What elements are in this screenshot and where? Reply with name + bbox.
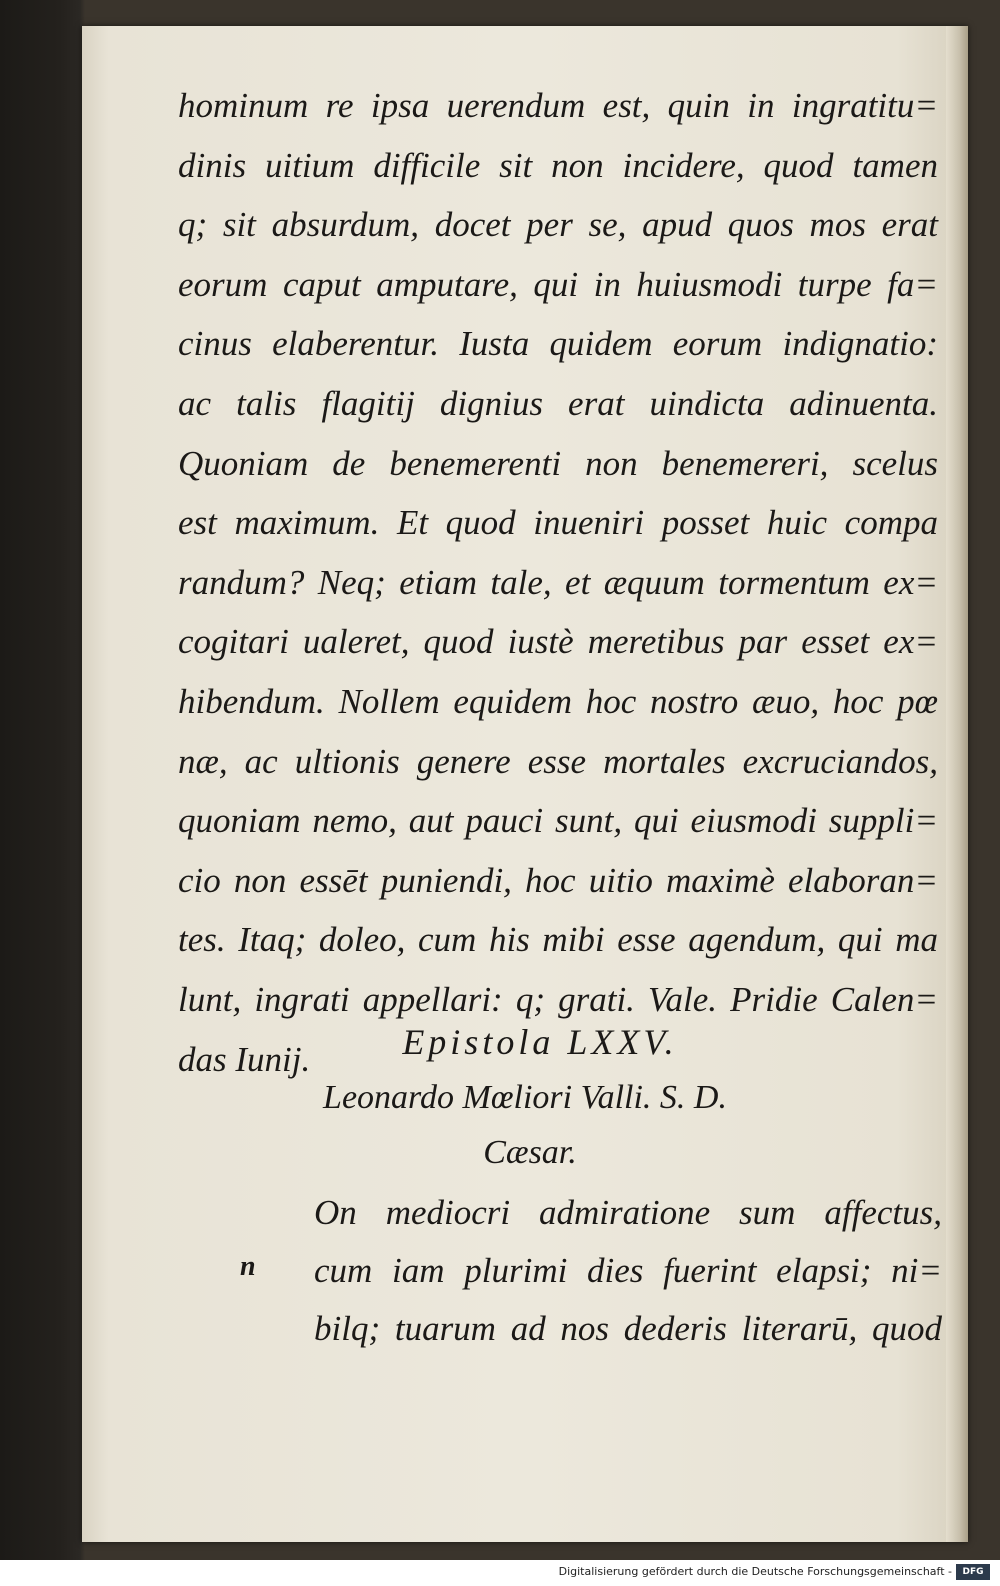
text-line: hibendum. Nollem equidem hoc nostro æuo, hoc pœ bbox=[178, 681, 938, 721]
text-line: lunt, ingrati appellari: q; grati. Vale. Pridie Calen= bbox=[178, 979, 938, 1019]
drop-initial-letter: n bbox=[240, 1251, 256, 1282]
dfg-logo: DFG bbox=[956, 1564, 990, 1580]
text-line: Quoniam de benemerenti non benemereri, scelus bbox=[178, 443, 938, 483]
book-page bbox=[82, 26, 968, 1542]
text-line: hominum re ipsa uerendum est, quin in ingratitu= bbox=[178, 86, 938, 125]
text-line: cinus elaberentur. Iusta quidem eorum indignatio: bbox=[178, 324, 938, 364]
text-line: næ, ac ultionis genere esse mortales excruciandos, bbox=[178, 741, 938, 781]
text-line: est maximum. Et quod inueniri posset huic compa bbox=[178, 503, 938, 543]
footer-credit: Digitalisierung gefördert durch die Deutsche Forschungsgemeinschaft - bbox=[558, 1565, 952, 1578]
page-edge bbox=[946, 26, 968, 1542]
salutation: Leonardo Mœliori Valli. S. D. bbox=[323, 1079, 727, 1116]
text-line: dinis uitium difficile sit non incidere, quod tamen bbox=[178, 145, 938, 185]
epistle-heading: Epistola LXXV. bbox=[402, 1022, 678, 1062]
letter-line: On mediocri admiratione sum affectus, bbox=[314, 1193, 942, 1232]
text-line: das Iunij. bbox=[178, 1039, 311, 1079]
text-line: ac talis flagitij dignius erat uindicta adinuenta. bbox=[178, 383, 938, 423]
letter-text bbox=[314, 1184, 942, 1358]
text-line: q; sit absurdum, docet per se, apud quos mos erat bbox=[178, 205, 938, 245]
letter-line: cum iam plurimi dies fuerint elapsi; ni= bbox=[314, 1251, 942, 1290]
letter-line: bilq; tuarum ad nos dederis literarū, quod bbox=[314, 1309, 942, 1348]
footer-bar bbox=[0, 1560, 1000, 1586]
text-line: cogitari ualeret, quod iustè meretibus par esset ex= bbox=[178, 622, 938, 662]
body-text bbox=[178, 76, 938, 1089]
text-line: quoniam nemo, aut pauci sunt, qui eiusmodi suppli= bbox=[178, 801, 938, 841]
sender-name: Cæsar. bbox=[483, 1134, 577, 1171]
text-line: cio non essēt puniendi, hoc uitio maximè elaboran= bbox=[178, 860, 938, 900]
text-line: eorum caput amputare, qui in huiusmodi turpe fa= bbox=[178, 264, 938, 304]
text-line: tes. Itaq; doleo, cum his mibi esse agendum, qui ma bbox=[178, 920, 938, 960]
text-line: randum? Neq; etiam tale, et æquum tormentum ex= bbox=[178, 562, 938, 602]
